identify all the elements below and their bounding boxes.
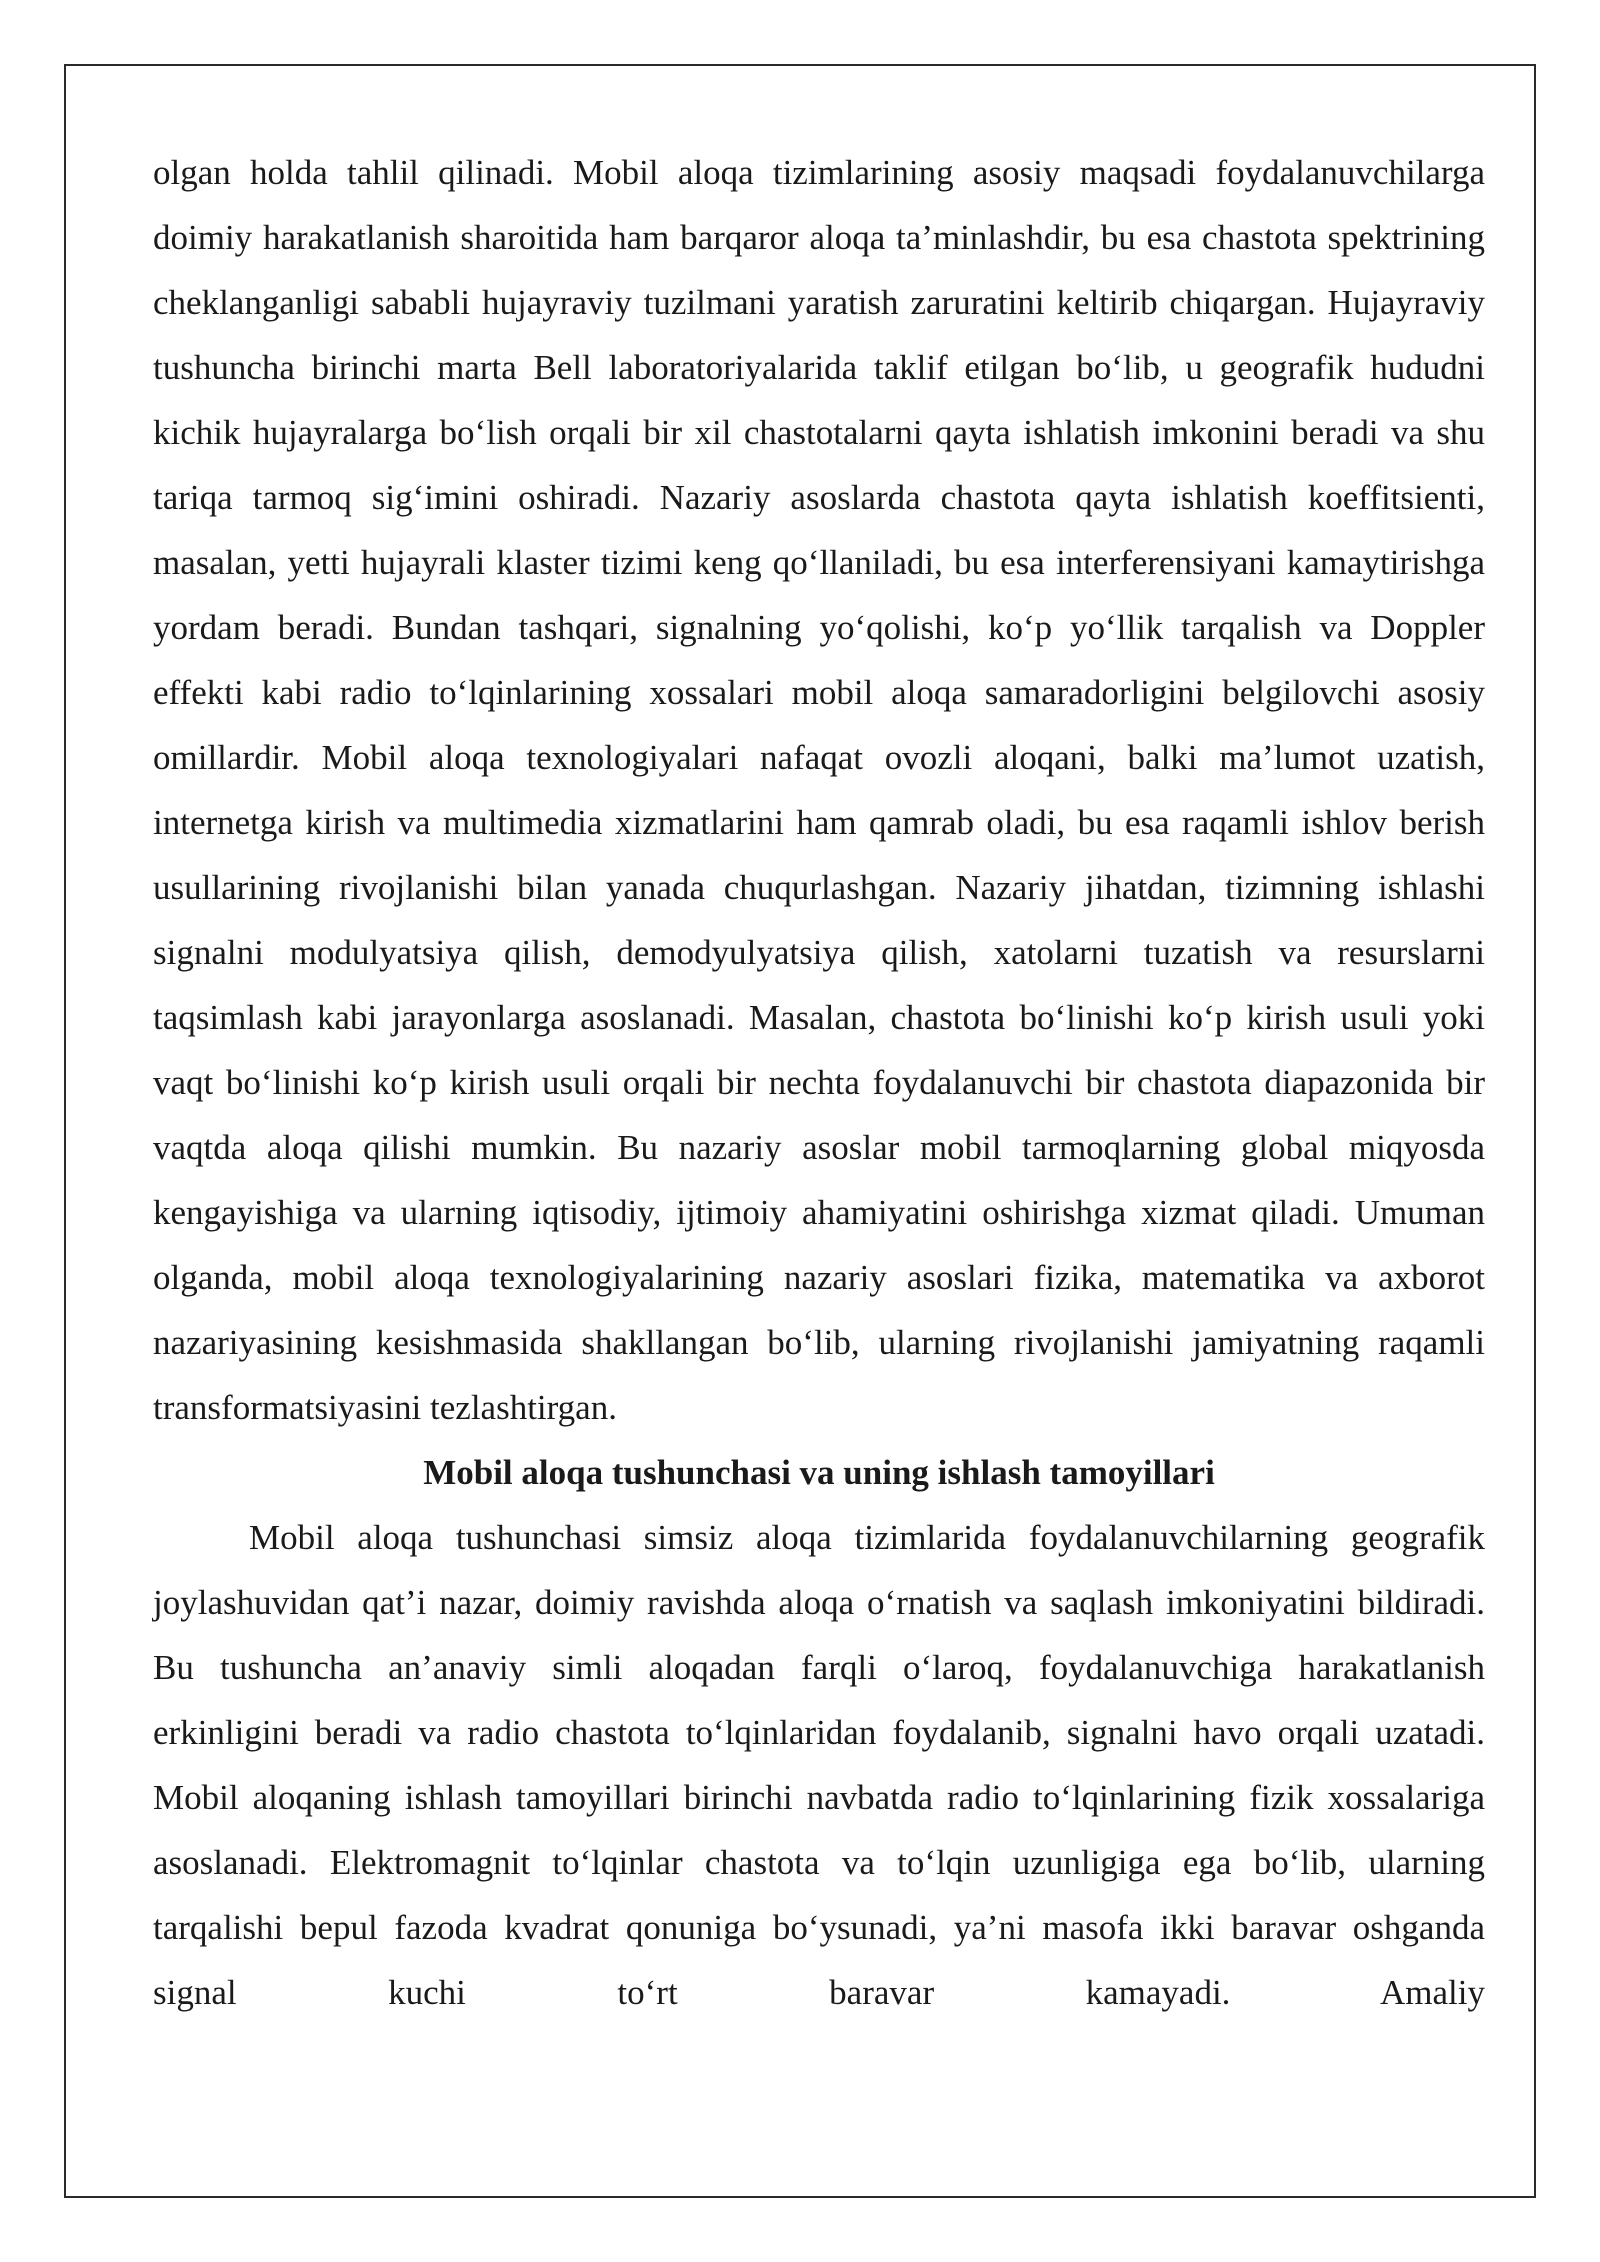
document-body: [153, 140, 1485, 2025]
body-paragraph-1: olgan holda tahlil qilinadi. Mobil aloqa tizimlarining asosiy maqsadi foydalanuvchilarga doimiy harakatlanish sharoitida ham barqaror aloqa ta’minlashdir, bu esa chastota spektrining cheklanganligi sababli hujayraviy tuzilmani yaratish zaruratini keltirib chiqargan. Hujayraviy tushuncha birinchi marta Bell laboratoriyalarida taklif etilgan bo‘lib, u geografik hududni kichik hujayralarga bo‘lish orqali bir xil chastotalarni qayta ishlatish imkonini beradi va shu tariqa tarmoq sig‘imini oshiradi. Nazariy asoslarda chastota qayta ishlatish koeffitsienti, masalan, yetti hujayrali klaster tizimi keng qo‘llaniladi, bu esa interferensiyani kamaytirishga yordam beradi. Bundan tashqari, signalning yo‘qolishi, ko‘p yo‘llik tarqalish va Doppler effekti kabi radio to‘lqinlarining xossalari mobil aloqa samaradorligini belgilovchi asosiy omillardir. Mobil aloqa texnologiyalari nafaqat ovozli aloqani, balki ma’lumot uzatish, internetga kirish va multimedia xizmatlarini ham qamrab oladi, bu esa raqamli ishlov berish usullarining rivojlanishi bilan yanada chuqurlashgan. Nazariy jihatdan, tizimning ishlashi signalni modulyatsiya qilish, demodyulyatsiya qilish, xatolarni tuzatish va resurslarni taqsimlash kabi jarayonlarga asoslanadi. Masalan, chastota bo‘linishi ko‘p kirish usuli yoki vaqt bo‘linishi ko‘p kirish usuli orqali bir nechta foydalanuvchi bir chastota diapazonida bir vaqtda aloqa qilishi mumkin. Bu nazariy asoslar mobil tarmoqlarning global miqyosda kengayishiga va ularning iqtisodiy, ijtimoiy ahamiyatini oshirishga xizmat qiladi. Umuman olganda, mobil aloqa texnologiyalarining nazariy asoslari fizika, matematika va axborot nazariyasining kesishmasida shakllangan bo‘lib, ularning rivojlanishi jamiyatning raqamli transformatsiyasini tezlashtirgan.: [153, 153, 1485, 1427]
body-paragraph-2: Mobil aloqa tushunchasi simsiz aloqa tizimlarida foydalanuvchilarning geografik joylashuvidan qat’i nazar, doimiy ravishda aloqa o‘rnatish va saqlash imkoniyatini bildiradi. Bu tushuncha an’anaviy simli aloqadan farqli o‘laroq, foydalanuvchiga harakatlanish erkinligini beradi va radio chastota to‘lqinlaridan foydalanib, signalni havo orqali uzatadi. Mobil aloqaning ishlash tamoyillari birinchi navbatda radio to‘lqinlarining fizik xossalariga asoslanadi. Elektromagnit to‘lqinlar chastota va to‘lqin uzunligiga ega bo‘lib, ularning tarqalishi bepul fazoda kvadrat qonuniga bo‘ysunadi, ya’ni masofa ikki baravar oshganda signal kuchi to‘rt baravar kamayadi. Amaliy: [153, 1518, 1485, 2012]
section-heading: Mobil aloqa tushunchasi va uning ishlash tamoyillari: [423, 1453, 1215, 1492]
